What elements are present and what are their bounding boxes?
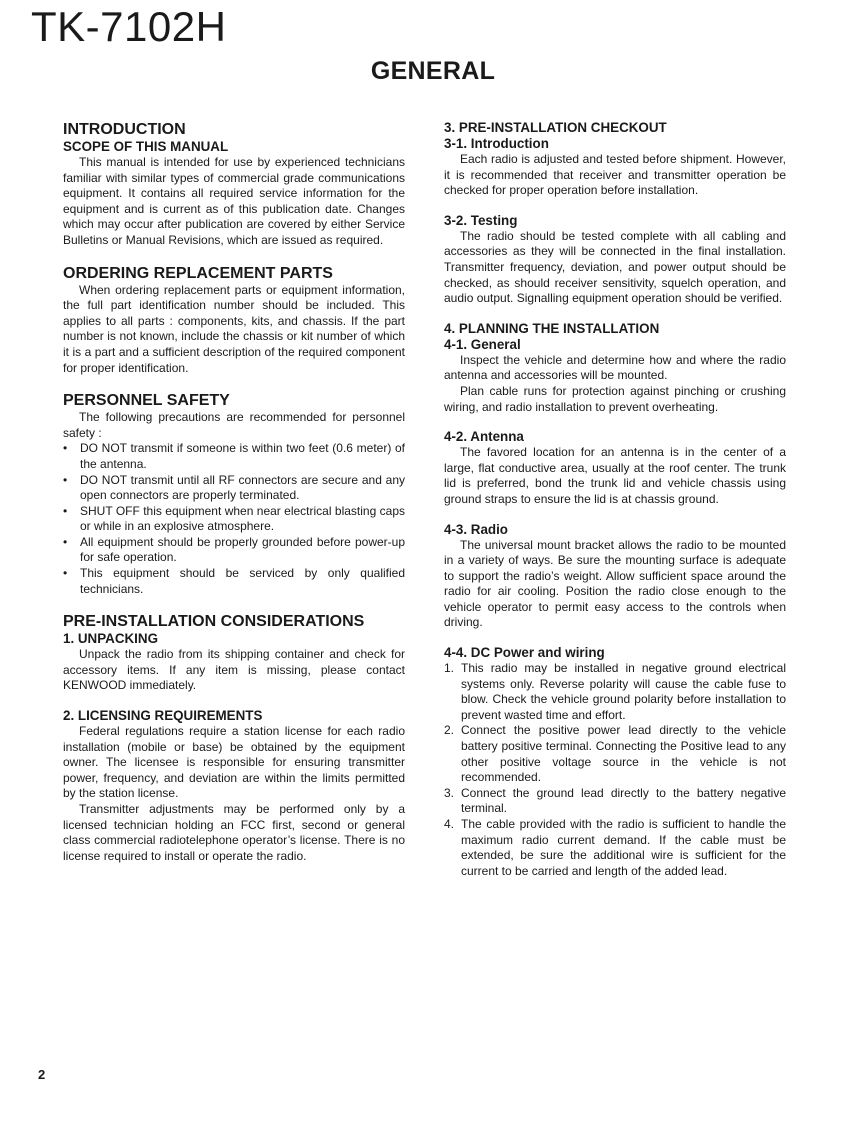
left-column [63,120,405,864]
testing-heading: 3-2. Testing [444,212,518,228]
introduction-heading: INTRODUCTION [63,121,186,138]
safety-item [63,535,405,566]
page-number: 2 [38,1067,46,1082]
section-title: GENERAL [370,57,496,85]
planning-heading: 4. PLANNING THE INSTALLATION [444,320,660,336]
licensing-paragraph-1: Federal regulations require a station license for each radio installation (mobile or base) be obtained by the equipment owner. The licensee is responsible for ensuring transmitter power, frequency, and deviation are within the limits permitted by the station license. [63,724,405,801]
dc-power-item-text: Connect the positive power lead directly to the vehicle battery positive terminal. Connecting the Positive lead to any other positive voltage source in the vehicle is not recommended. [461,723,786,785]
pre-installation-heading: PRE-INSTALLATION CONSIDERATIONS [63,613,365,631]
safety-item [63,566,405,597]
safety-item-text: DO NOT transmit if someone is within two feet (0.6 meter) of the antenna. [80,441,405,471]
item-number: 2. [444,723,455,738]
scope-paragraph: This manual is intended for use by experienced technicians familiar with similar types of commercial grade communications equipment. It contains all required service information for the equipment and is current as of this publication date. Changes which may occur after publication are covered by either Service Bulletins or Manual Revisions, which are issued as required. [63,155,405,247]
model-number: TK-7102H [31,3,227,50]
dc-power-item [444,723,786,785]
safety-item [63,441,405,472]
bullet-dot: • [63,534,68,549]
safety-item-text: All equipment should be properly grounded before power-up for safe operation. [80,534,405,565]
safety-item-text: This equipment should be serviced by only qualified technicians. [80,566,405,596]
radio-paragraph: The universal mount bracket allows the radio to be mounted in a variety of ways. Be sure the mounting surface is adequate to support the radio’s weight. Allow sufficient space around the radio for air cooling. Position the radio close enough to the vehicle operator to permit easy access to the controls when driving. [444,537,786,630]
bullet-dot: • [63,503,68,518]
checkout-intro-paragraph: Each radio is adjusted and tested before shipment. However, it is recommended that receiver and transmitter operation be checked for proper operation before installation. [444,152,786,198]
radio-heading: 4-3. Radio [444,521,508,537]
dc-power-item-text: This radio may be installed in negative ground electrical systems only. Reverse polarity will cause the cable fuse to blow. Check the vehicle ground polarity before installation to prevent wasted time and effort. [461,661,786,722]
checkout-intro-heading: 3-1. Introduction [444,136,549,151]
dc-power-item [444,786,786,817]
scope-heading: SCOPE OF THIS MANUAL [63,139,229,154]
right-column [444,120,786,879]
general-paragraph-1: Inspect the vehicle and determine how and where the radio antenna and accessories will be mounted. [444,352,786,383]
dc-power-item-text: The cable provided with the radio is sufficient to handle the maximum radio current demand. If the cable must be extended, be sure the additional wire is sufficient for the current to be carried and length of the added lead. [461,817,786,878]
safety-heading: PERSONNEL SAFETY [63,392,230,410]
antenna-paragraph: The favored location for an antenna is in the center of a large, flat conductive area, usually at the roof center. The trunk lid is preferred, bond the trunk lid and vehicle chassis using ground straps to ensure the lid is at chassis ground. [444,445,786,506]
general-paragraph-2: Plan cable runs for protection against pinching or crushing wiring, and radio installation to prevent overheating. [444,383,786,414]
checkout-heading: 3. PRE-INSTALLATION CHECKOUT [444,120,667,135]
safety-intro: The following precautions are recommended for personnel safety : [63,410,405,440]
bullet-dot: • [63,566,68,581]
dc-power-list [444,661,786,879]
antenna-heading: 4-2. Antenna [444,429,524,445]
item-number: 3. [444,785,455,800]
safety-item-text: SHUT OFF this equipment when near electrical blasting caps or while in an explosive atmosphere. [80,503,405,534]
ordering-heading: ORDERING REPLACEMENT PARTS [63,264,333,282]
item-number: 4. [444,817,455,831]
ordering-paragraph: When ordering replacement parts or equipment information, the full part identification number should be included. This applies to all parts : components, kits, and chassis. If the part number is not known, include the chassis or kit number of which it is a part and a sufficient description of the required component for proper identification. [63,282,405,375]
bullet-dot: • [63,441,68,456]
general-heading: 4-1. General [444,336,521,352]
bullet-dot: • [63,472,68,487]
dc-power-item [444,661,786,723]
unpacking-paragraph: Unpack the radio from its shipping container and check for accessory items. If any item is missing, please contact KENWOOD immediately. [63,647,405,693]
unpacking-heading: 1. UNPACKING [63,631,158,647]
licensing-heading: 2. LICENSING REQUIREMENTS [63,708,263,724]
safety-item [63,473,405,504]
testing-paragraph: The radio should be tested complete with all cabling and accessories as they will be connected in the final installation. Transmitter frequency, deviation, and power output should be checked, as should receiver sensitivity, squelch operation, and audio output. Signalling equipment operation should be verified. [444,228,786,306]
dc-power-item [444,817,786,879]
safety-item [63,504,405,535]
dc-power-heading: 4-4. DC Power and wiring [444,645,605,661]
safety-list [63,441,405,597]
licensing-paragraph-2: Transmitter adjustments may be performed only by a licensed technician holding an FCC first, second or general class commercial radiotelephone operator’s license. There is no license required to install or operate the radio. [63,802,405,863]
safety-item-text: DO NOT transmit until all RF connectors are secure and any open connectors are properly terminated. [80,472,405,503]
dc-power-item-text: Connect the ground lead directly to the battery negative terminal. [461,785,786,816]
item-number: 1. [444,661,455,676]
